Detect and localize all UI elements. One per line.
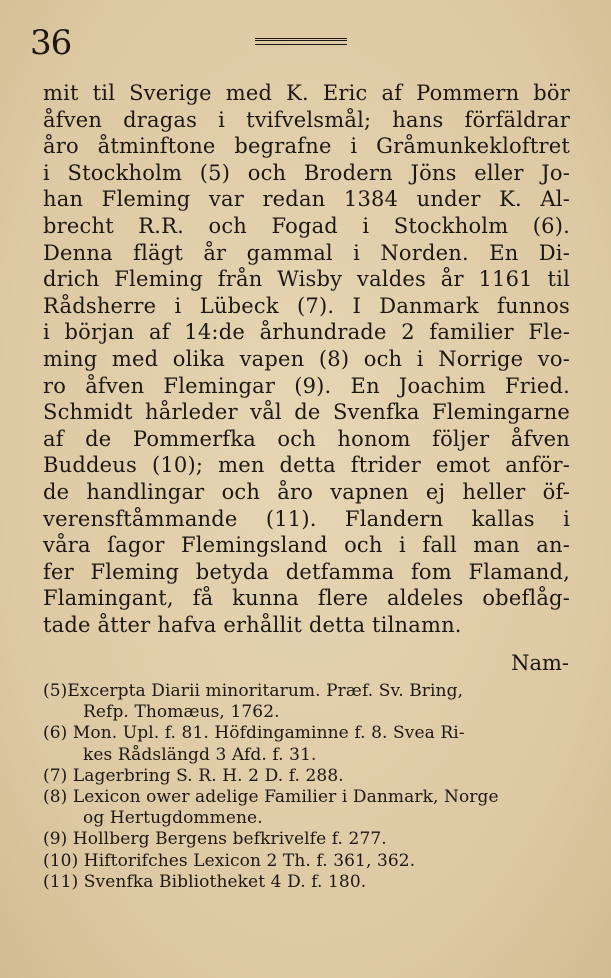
catchword: Nam-: [511, 651, 569, 675]
body-line: verensftåmmande (11). Flandern kallas i: [43, 506, 570, 531]
body-line: åro åtminftone begrafne i Gråmunkekloftret: [43, 134, 570, 159]
body-line: åfven dragas i tvifvelsmål; hans förfäldrar: [43, 107, 570, 132]
footnote-line: kes Rådslängd 3 Afd. f. 31.: [83, 744, 317, 765]
footnote-line: (8) Lexicon ower adelige Familier i Danmark, Norge: [43, 786, 499, 807]
footnote-line: (7) Lagerbring S. R. H. 2 D. f. 288.: [43, 765, 344, 786]
body-line: han Fleming var redan 1384 under K. Al-: [43, 187, 570, 212]
page-number: 36: [30, 23, 72, 63]
footnote-line: (6) Mon. Upl. f. 81. Höfdingaminne f. 8. Svea Ri-: [43, 723, 465, 744]
body-line: Denna flägt år gammal i Norden. En Di-: [43, 240, 570, 265]
body-line: brecht R.R. och Fogad i Stockholm (6).: [43, 213, 570, 238]
body-line: i början af 14:de århundrade 2 familier Fle-: [43, 320, 570, 345]
footnote-line: (9) Hollberg Bergens befkrivelfe f. 277.: [43, 829, 387, 850]
body-line: tade åtter hafva erhållit detta tilnamn.: [43, 612, 462, 637]
body-line: af de Pommerfka och honom följer åfven: [43, 426, 570, 451]
body-line: ro åfven Flemingar (9). En Joachim Fried.: [43, 373, 570, 398]
body-line: ming med olika vapen (8) och i Norrige vo-: [43, 346, 570, 371]
footnote-line: (5)Excerpta Diarii minoritarum. Præf. Sv. Bring,: [43, 681, 464, 701]
body-line: i Stockholm (5) och Brodern Jöns eller Jo-: [43, 160, 570, 185]
body-line: fer Fleming betyda detfamma fom Flamand,: [43, 559, 570, 584]
body-text: [43, 80, 570, 638]
footnote-line: og Hertugdommene.: [83, 808, 263, 829]
body-line: mit til Sverige med K. Eric af Pommern bör: [43, 81, 570, 105]
body-line: drich Fleming från Wisby valdes år 1161 til: [43, 267, 570, 292]
footnote-line: (11) Svenfka Bibliotheket 4 D. f. 180.: [43, 871, 367, 892]
body-line: Flamingant, få kunna flere aldeles obeflåg-: [43, 586, 570, 611]
footnotes: [43, 681, 570, 893]
header-ornament-rule: [255, 38, 347, 45]
body-line: de handlingar och åro vapnen ej heller öf-: [43, 479, 570, 504]
body-line: våra ſagor Flemingsland och i fall man an-: [43, 533, 570, 558]
body-line: Buddeus (10); men detta ftrider emot anför-: [43, 453, 570, 478]
footnote-line: Refp. Thomæus, 1762.: [83, 702, 280, 723]
body-line: Rådsherre i Lübeck (7). I Danmark funnos: [43, 293, 570, 318]
body-line: Schmidt hårleder vål de Svenfka Flemingarne: [43, 400, 570, 425]
footnote-line: (10) Hiftorifches Lexicon 2 Th. f. 361, 362.: [43, 850, 416, 871]
